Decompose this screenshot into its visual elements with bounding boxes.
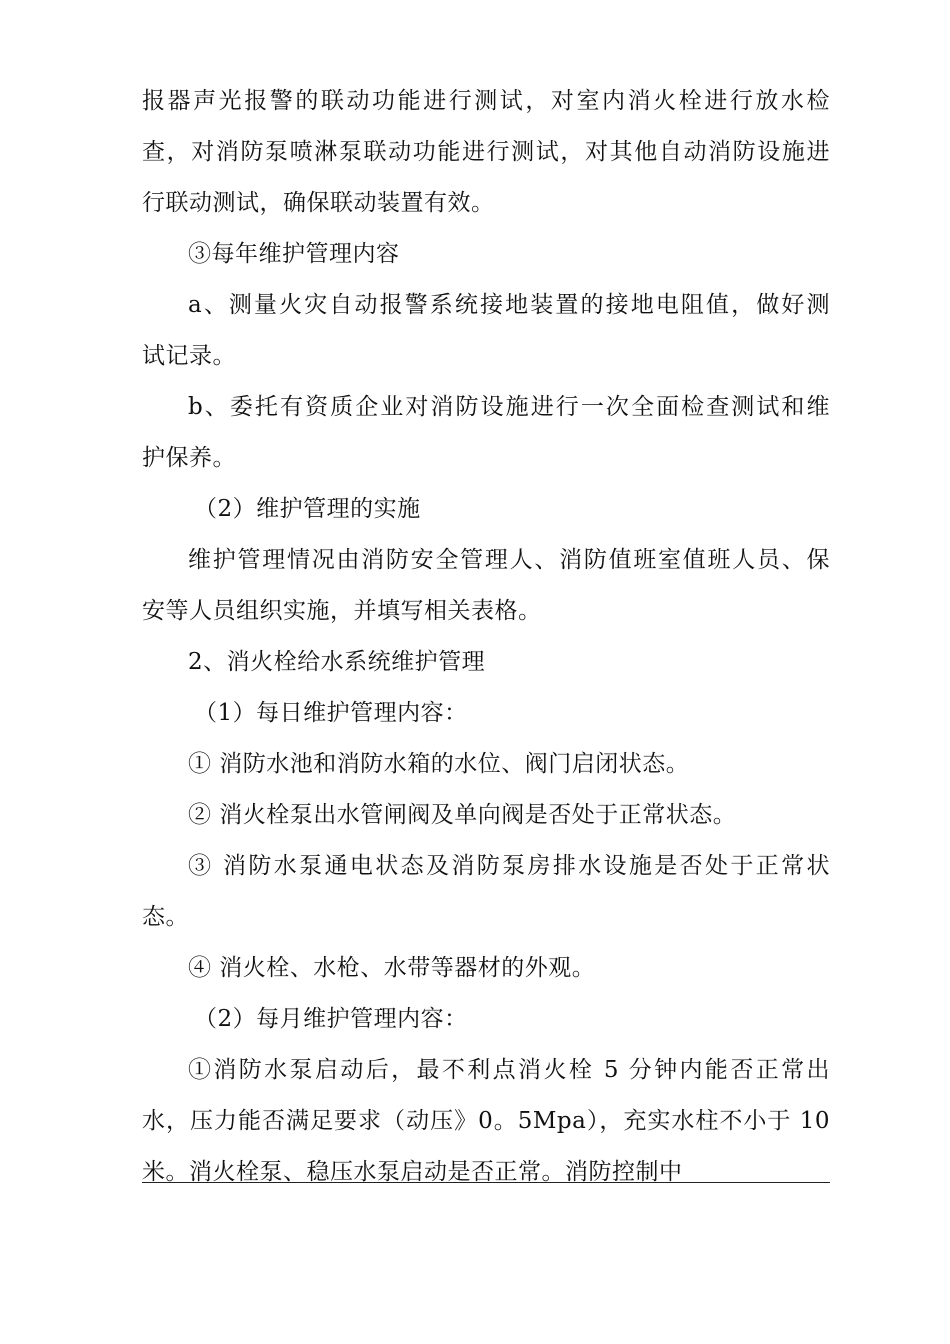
text-line: 水，压力能否满足要求（动压》0。5Mpa），充实水柱不小于 10 [142, 1108, 830, 1134]
footer-divider [142, 1182, 830, 1183]
text-line: 维护管理情况由消防安全管理人、消防值班室值班人员、保 [188, 547, 830, 573]
text-line: a、测量火灾自动报警系统接地装置的接地电阻值，做好测 [188, 292, 830, 318]
text-line: 态。 [142, 904, 189, 930]
list-item: ①消防水泵启动后，最不利点消火栓 5 分钟内能否正常出 [188, 1057, 830, 1083]
list-item: ② 消火栓泵出水管闸阀及单向阀是否处于正常状态。 [188, 802, 737, 828]
text-line: 试记录。 [142, 343, 236, 369]
subheading-yearly: ③每年维护管理内容 [188, 241, 400, 267]
text-line: 行联动测试，确保联动装置有效。 [142, 190, 495, 216]
text-line: 米。消火栓泵、稳压水泵启动是否正常。消防控制中 [142, 1159, 683, 1185]
section-heading-hydrant: 2、消火栓给水系统维护管理 [188, 649, 486, 675]
list-item: ③ 消防水泵通电状态及消防泵房排水设施是否处于正常状 [188, 853, 830, 879]
subheading-monthly: （2）每月维护管理内容： [194, 1006, 468, 1032]
subheading-daily: （1）每日维护管理内容： [194, 700, 468, 726]
list-item: ① 消防水池和消防水箱的水位、阀门启闭状态。 [188, 751, 690, 777]
text-line: 护保养。 [142, 445, 236, 471]
text-line: 查，对消防泵喷淋泵联动功能进行测试，对其他自动消防设施进 [142, 139, 830, 165]
text-line: b、委托有资质企业对消防设施进行一次全面检查测试和维 [188, 394, 830, 420]
subheading-implementation: （2）维护管理的实施 [194, 496, 421, 522]
list-item: ④ 消火栓、水枪、水带等器材的外观。 [188, 955, 596, 981]
text-line: 安等人员组织实施，并填写相关表格。 [142, 598, 542, 624]
text-line: 报器声光报警的联动功能进行测试，对室内消火栓进行放水检 [142, 88, 830, 114]
document-body [142, 76, 830, 1198]
